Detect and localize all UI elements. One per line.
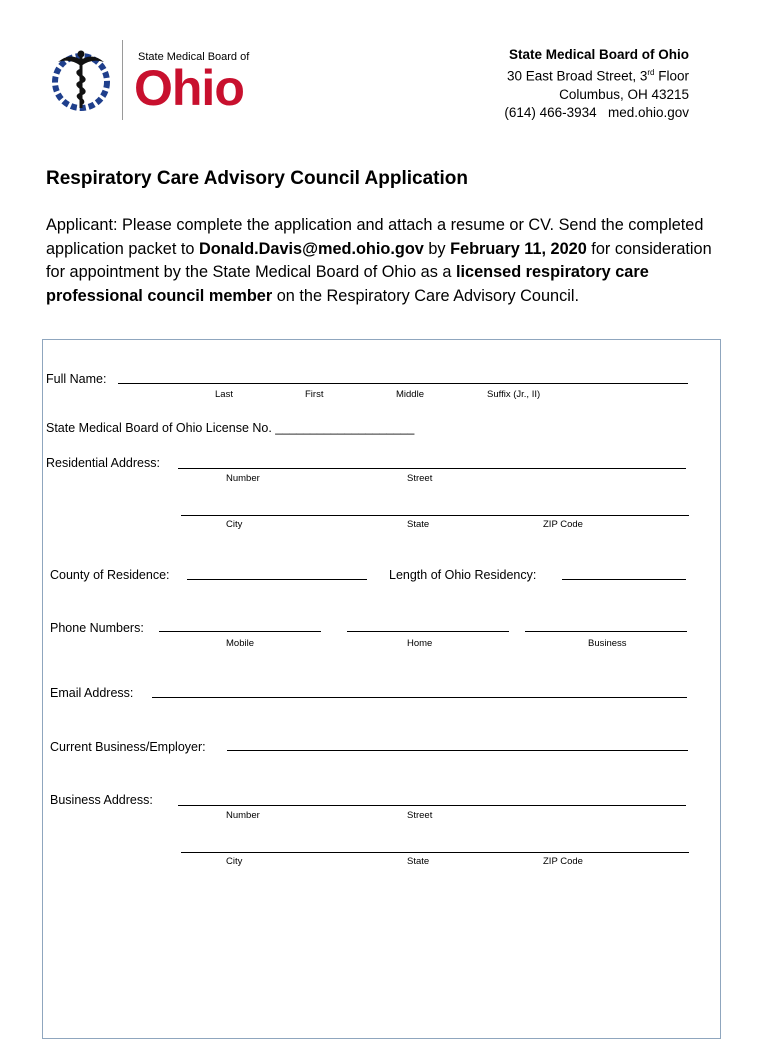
name-part-suffix: Suffix (Jr., II) (487, 389, 541, 400)
res-address-city: City (226, 519, 243, 530)
bus-address-street: Street (407, 810, 433, 821)
full-name-field[interactable] (118, 383, 688, 384)
role-text: licensed respiratory care professional council member (46, 263, 649, 305)
name-part-last: Last (215, 389, 233, 400)
res-address-number: Number (226, 473, 260, 484)
phone-business-field[interactable] (525, 631, 687, 632)
phone-mobile-caption: Mobile (226, 638, 254, 649)
email-label: Email Address: (50, 686, 134, 700)
deadline: February 11, 2020 (450, 239, 587, 258)
application-form (42, 339, 721, 1039)
residential-address-line-1[interactable] (178, 468, 686, 469)
bus-address-zip: ZIP Code (543, 856, 583, 867)
org-name: State Medical Board of Ohio (508, 47, 689, 62)
logo-ohio-text: Ohio (134, 60, 244, 116)
res-address-state: State (407, 519, 430, 530)
phone-home-field[interactable] (347, 631, 509, 632)
res-address-street: Street (407, 473, 433, 484)
full-name-label: Full Name: (46, 372, 107, 386)
page-title: Respiratory Care Advisory Council Application (46, 168, 468, 189)
phone-home-caption: Home (407, 638, 433, 649)
contact-email: Donald.Davis@med.ohio.gov (198, 239, 424, 258)
business-address-line-2[interactable] (181, 852, 689, 853)
medical-seal-icon (50, 44, 112, 116)
employer-field[interactable] (227, 750, 688, 751)
residential-address-line-2[interactable] (181, 515, 689, 516)
phone-website: (614) 466-3934 med.ohio.gov (504, 104, 689, 120)
residency-field[interactable] (562, 579, 686, 580)
logo-divider (122, 40, 123, 120)
email-field[interactable] (152, 697, 687, 698)
res-address-zip: ZIP Code (543, 519, 583, 530)
business-address-label: Business Address: (50, 793, 153, 807)
phone-mobile-field[interactable] (159, 631, 321, 632)
phone-business-caption: Business (588, 638, 627, 649)
residential-address-label: Residential Address: (46, 456, 160, 470)
name-part-middle: Middle (396, 389, 424, 400)
license-number-field[interactable]: State Medical Board of Ohio License No. ____________________ (46, 421, 415, 435)
residency-label: Length of Ohio Residency: (389, 568, 537, 582)
instructions: Applicant: Please complete the application and attach a resume or CV. Send the completed application packet to Donald.Davis@med.ohio.gov by February 11, 2020 for consideration for appointment by the State Medical Board of Ohio as a licensed respiratory care professional council member on the Respiratory Care Advisory Council. (46, 216, 712, 305)
logo-board-text: State Medical Board of (138, 51, 250, 63)
bus-address-number: Number (226, 810, 260, 821)
phone-label: Phone Numbers: (50, 621, 144, 635)
bus-address-state: State (407, 856, 430, 867)
address-line-2: Columbus, OH 43215 (559, 86, 689, 102)
contact-block (504, 46, 689, 122)
county-label: County of Residence: (50, 568, 170, 582)
name-part-first: First (305, 389, 324, 400)
bus-address-city: City (226, 856, 243, 867)
employer-label: Current Business/Employer: (50, 740, 206, 754)
county-field[interactable] (187, 579, 367, 580)
business-address-line-1[interactable] (178, 805, 686, 806)
address-line-1: 30 East Broad Street, 3rd Floor (507, 68, 689, 84)
